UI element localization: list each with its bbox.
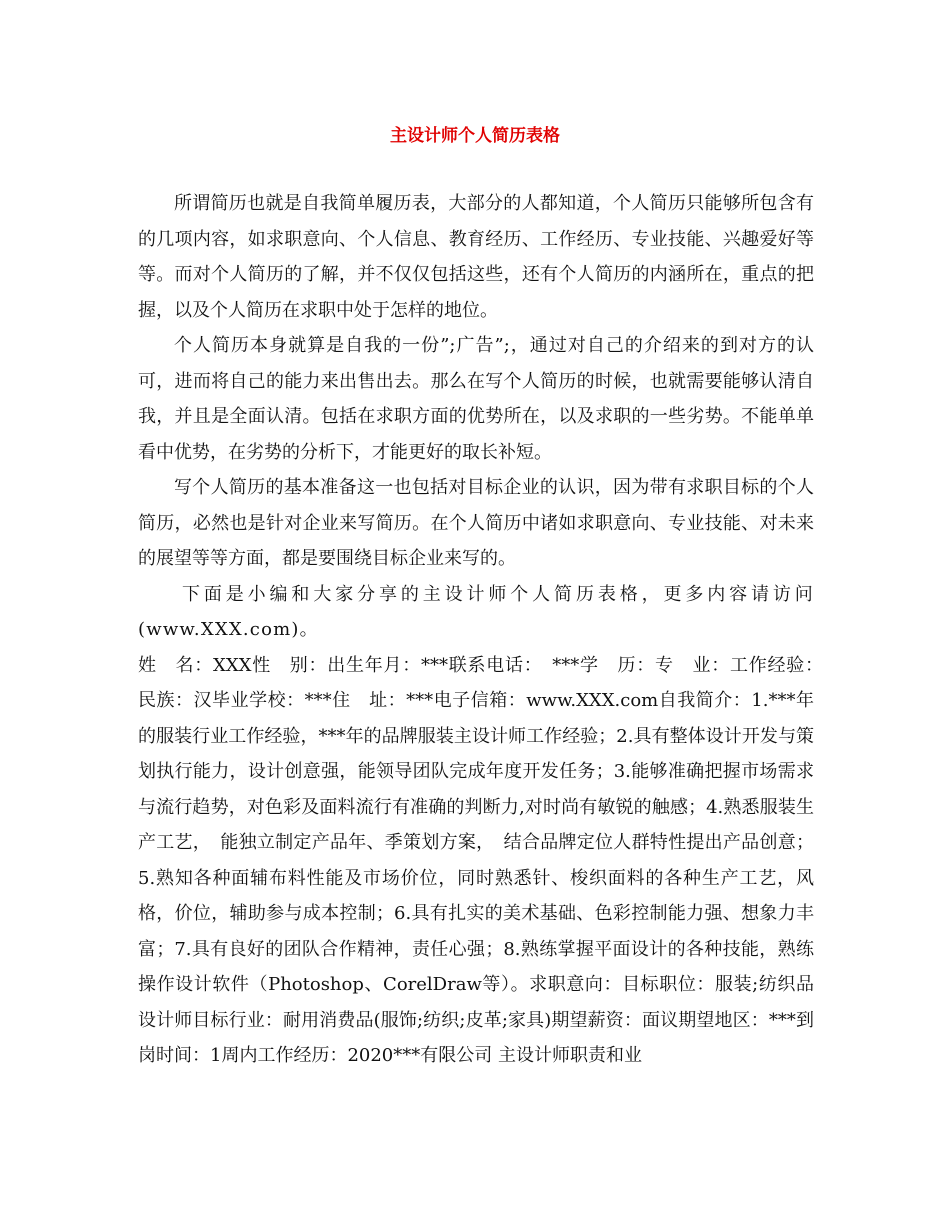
paragraph-share-note: 下面是小编和大家分享的主设计师个人简历表格，更多内容请访问(www.XXX.com)。: [138, 583, 814, 640]
paragraph-resume-details: 姓 名：XXX性 别：出生年月：***联系电话： ***学 历：专 业：工作经验： 民族：汉毕业学校：***住 址：***电子信箱：www.XXX.com自我简介：1.***年的服装行业工作经验，***年的品牌服装主设计师工作经验；2.具有整体设计开发与策划执行能力，设计创意强，能领导团队完成年度开发任务；3.能够准确把握市场需求与流行趋势，对色彩及面料流行有准确的判断力,对时尚有敏锐的触感；4.熟悉服装生产工艺， 能独立制定产品年、季策划方案， 结合品牌定位人群特性提出产品创意；5.熟知各种面辅布料性能及市场价位，同时熟悉针、梭织面料的各种生产工艺，风格，价位，辅助参与成本控制；6.具有扎实的美术基础、色彩控制能力强、想象力丰富；7.具有良好的团队合作精神，责任心强；8.熟练掌握平面设计的各种技能，熟练操作设计软件（Photoshop、CorelDraw等）。求职意向：目标职位：服装;纺织品设计师目标行业：耐用消费品(服饰;纺织;皮革;家具)期望薪资：面议期望地区：***到岗时间：1周内工作经历：2020***有限公司 主设计师职责和业: [138, 654, 832, 1066]
paragraph-preparation: 写个人简历的基本准备这一也包括对目标企业的认识，因为带有求职目标的个人简历，必然也是针对企业来写简历。在个人简历中诸如求职意向、专业技能、对未来的展望等等方面，都是要围绕目标企业来写的。: [138, 477, 814, 569]
document-body: [138, 186, 832, 1074]
paragraph-intro: 所谓简历也就是自我简单履历表，大部分的人都知道，个人简历只能够所包含有的几项内容，如求职意向、个人信息、教育经历、工作经历、专业技能、兴趣爱好等等。而对个人简历的了解，并不仅仅包括这些，还有个人简历的内涵所在，重点的把握，以及个人简历在求职中处于怎样的地位。: [138, 193, 814, 321]
paragraph-self-marketing: 个人简历本身就算是自我的一份”;广告”;，通过对自己的介绍来的到对方的认可，进而将自己的能力来出售出去。那么在写个人简历的时候，也就需要能够认清自我，并且是全面认清。包括在求职方面的优势所在，以及求职的一些劣势。不能单单看中优势，在劣势的分析下，才能更好的取长补短。: [138, 335, 814, 463]
document-title: 主设计师个人简历表格: [390, 126, 560, 146]
